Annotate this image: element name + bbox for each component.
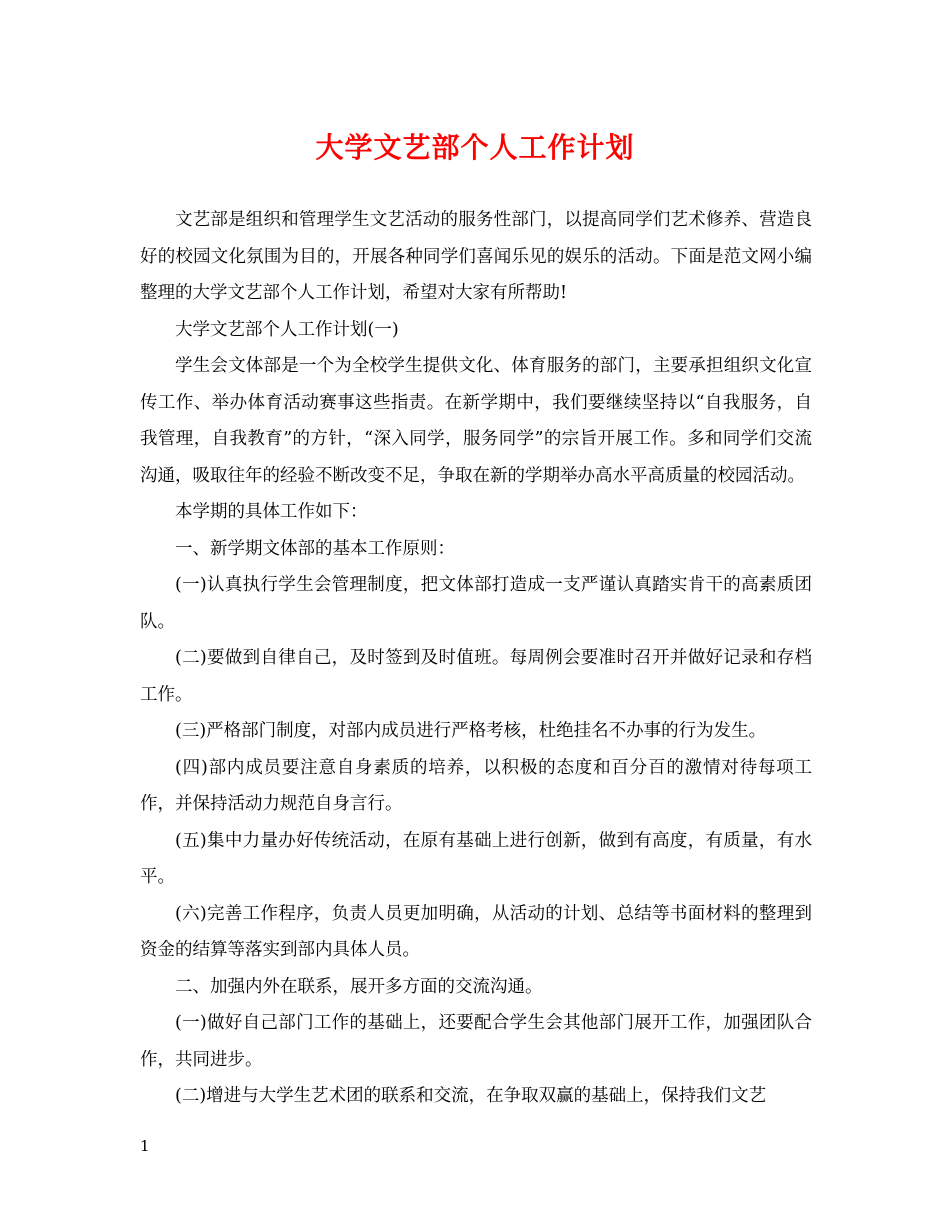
paragraph-principle-4: (四)部内成员要注意自身素质的培养，以积极的态度和百分百的激情对待每项工作，并保持活动力规范自身言行。 — [140, 757, 812, 814]
paragraph-principle-2: (二)要做到自律自己，及时签到及时值班。每周例会要准时召开并做好记录和存档工作。 — [140, 648, 812, 705]
paragraph-communication-2: (二)增进与大学生艺术团的联系和交流，在争取双赢的基础上，保持我们文艺 — [175, 1086, 767, 1106]
page-title: 大学文艺部个人工作计划 — [315, 131, 635, 164]
paragraph-overview: 学生会文体部是一个为全校学生提供文化、体育服务的部门，主要承担组织文化宣传工作、举办体育活动赛事这些指责。在新学期中，我们要继续坚持以“自我服务，自我管理，自我教育”的方针，“深入同学，服务同学”的宗旨开展工作。多和同学们交流沟通，吸取往年的经验不断改变不足，争取在新的学期举办高水平高质量的校园活动。 — [140, 356, 812, 486]
paragraph-communication-heading: 二、加强内外在联系，展开多方面的交流沟通。 — [175, 976, 543, 997]
paragraph-intro: 文艺部是组织和管理学生文艺活动的服务性部门，以提高同学们艺术修养、营造良好的校园文化氛围为目的，开展各种同学们喜闻乐见的娱乐的活动。下面是范文网小编整理的大学文艺部个人工作计划，希望对大家有所帮助! — [140, 210, 812, 303]
page-number: 1 — [140, 1137, 150, 1155]
paragraph-work-list-intro: 本学期的具体工作如下： — [175, 502, 368, 522]
paragraph-communication-1: (一)做好自己部门工作的基础上，还要配合学生会其他部门展开工作，加强团队合作，共同进步。 — [140, 1013, 812, 1070]
paragraph-principle-1: (一)认真执行学生会管理制度，把文体部打造成一支严谨认真踏实肯干的高素质团队。 — [140, 575, 812, 632]
paragraph-principle-6: (六)完善工作程序，负责人员更加明确，从活动的计划、总结等书面材料的整理到资金的结算等落实到部内具体人员。 — [140, 903, 812, 960]
document-body — [140, 202, 812, 1115]
paragraph-section-heading: 大学文艺部个人工作计划(一) — [175, 319, 399, 340]
paragraph-principles-heading: 一、新学期文体部的基本工作原则： — [175, 538, 455, 559]
paragraph-principle-3: (三)严格部门制度，对部内成员进行严格考核，杜绝挂名不办事的行为发生。 — [175, 721, 767, 741]
paragraph-principle-5: (五)集中力量办好传统活动，在原有基础上进行创新，做到有高度，有质量，有水平。 — [140, 830, 812, 887]
